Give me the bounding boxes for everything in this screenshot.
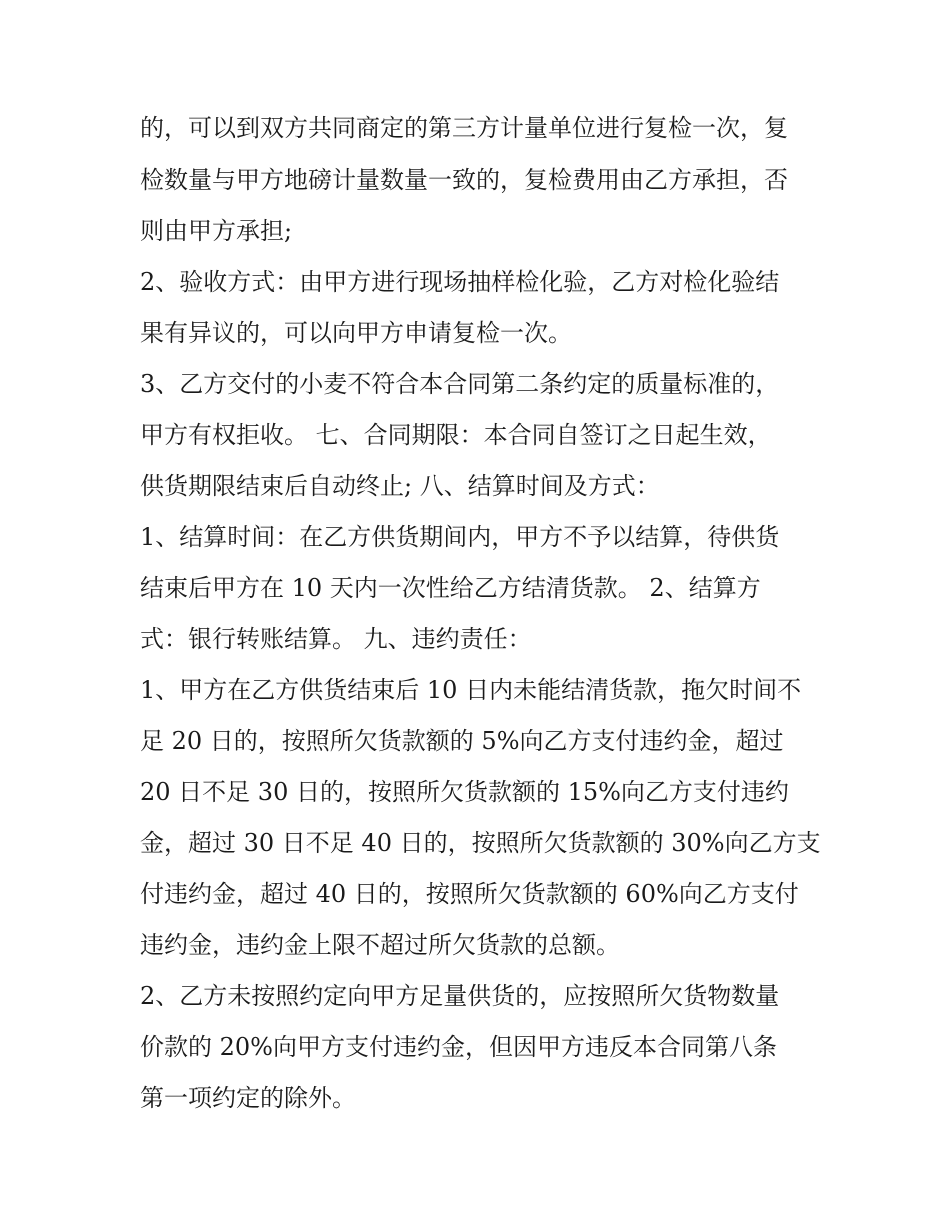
text-line: 则由甲方承担;: [140, 217, 293, 245]
text-line: 检数量与甲方地磅计量数量一致的，复检费用由乙方承担，否: [140, 166, 788, 194]
text-line: 付违约金，超过 40 日的，按照所欠货款额的 60%向乙方支付: [140, 880, 799, 908]
text-line: 1、甲方在乙方供货结束后 10 日内未能结清货款，拖欠时间不: [140, 676, 802, 704]
text-line: 式：银行转账结算。 九、违约责任：: [140, 625, 532, 653]
text-line: 价款的 20%向甲方支付违约金，但因甲方违反本合同第八条: [140, 1033, 777, 1061]
text-line: 2、乙方未按照约定向甲方足量供货的，应按照所欠货物数量: [140, 982, 780, 1010]
text-line: 果有异议的，可以向甲方申请复检一次。: [140, 319, 572, 347]
text-line: 足 20 日的，按照所欠货款额的 5%向乙方支付违约金，超过: [140, 727, 784, 755]
text-line: 第一项约定的除外。: [140, 1084, 356, 1112]
text-line: 的，可以到双方共同商定的第三方计量单位进行复检一次，复: [140, 114, 788, 142]
text-line: 3、乙方交付的小麦不符合本合同第二条约定的质量标准的，: [140, 370, 780, 398]
text-line: 20 日不足 30 日的，按照所欠货款额的 15%向乙方支付违约: [140, 778, 789, 806]
text-line: 1、结算时间：在乙方供货期间内，甲方不予以结算，待供货: [140, 523, 780, 551]
text-line: 结束后甲方在 10 天内一次性给乙方结清货款。 2、结算方: [140, 574, 761, 602]
text-line: 违约金，违约金上限不超过所欠货款的总额。: [140, 931, 620, 959]
text-line: 供货期限结束后自动终止; 八、结算时间及方式：: [140, 472, 660, 500]
text-line: 金，超过 30 日不足 40 日的，按照所欠货款额的 30%向乙方支: [140, 829, 821, 857]
text-line: 2、验收方式：由甲方进行现场抽样检化验，乙方对检化验结: [140, 268, 780, 296]
text-line: 甲方有权拒收。 七、合同期限：本合同自签订之日起生效，: [140, 421, 772, 449]
